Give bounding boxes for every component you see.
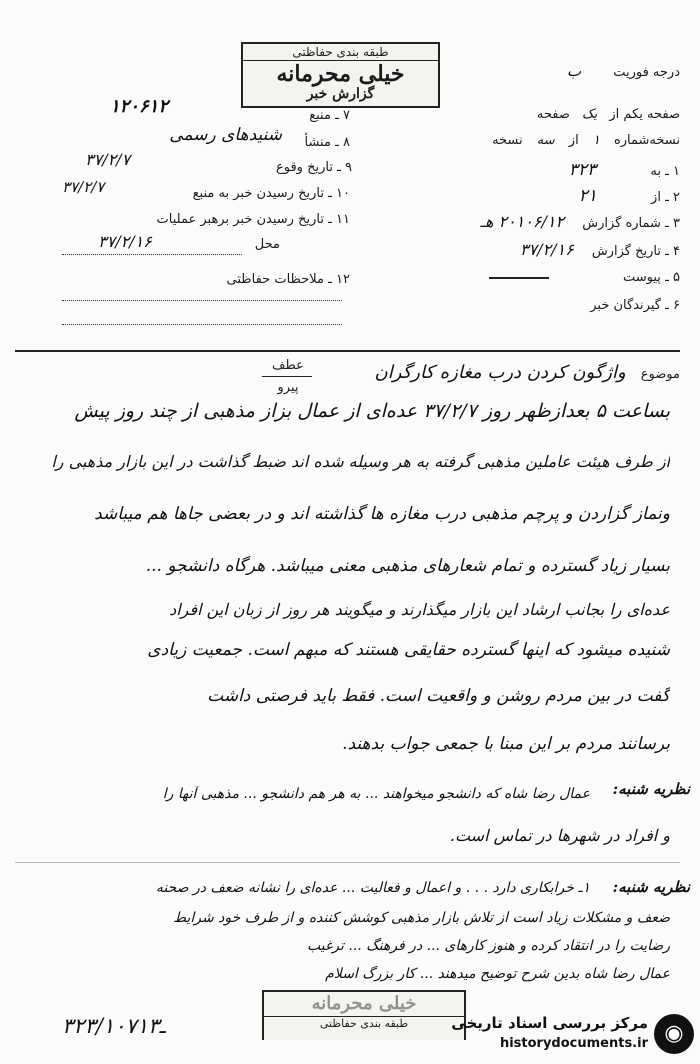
field-10-value: ۳۷/۲/۷	[62, 178, 105, 196]
report-type-title: گزارش خبر	[306, 86, 375, 102]
field-11-dotted-line	[62, 254, 242, 255]
note-2-line-1: ۱ـ خرابکاری دارد . . . و اعمال و فعالیت ... عده‌ای را نشانه ضعف در صحنه	[155, 880, 590, 896]
copy-number-value: ۱	[592, 133, 600, 148]
body-line-3: ونماز گزاردن و پرچم مذهبی درب مغازه ها گذاشته اند و در بعضی جاها هم میباشد	[94, 504, 670, 524]
field-1-value: ۳۲۳	[568, 160, 597, 180]
field-2-from: ۲ ـ از ۲۱	[578, 186, 680, 206]
field-3-report-number: ۳ ـ شماره گزارش ۲۰۱۰۶/۱۲ هـ	[480, 212, 680, 231]
field-11-operations-label: ۱۱ ـ تاریخ رسیدن خبر برهبر عملیات	[156, 212, 350, 227]
field-12-security-notes-label: ۱۲ ـ ملاحظات حفاظتی	[226, 272, 350, 287]
body-line-5: عده‌ای را بجانب ارشاد این بازار میگذارند و میگویند هر روز از زبان این افراد	[169, 600, 670, 619]
field-11-place-label: محل	[254, 237, 280, 252]
watermark	[428, 1010, 698, 1060]
note-1-continuation: و افراد در شهرها در تماس است.	[449, 826, 670, 845]
field-7-source-label: ۷ ـ منبع	[309, 108, 350, 123]
classification-label-bottom: طبقه بندی حفاظتی	[264, 1016, 464, 1030]
field-9-value: ۳۷/۲/۷	[85, 150, 131, 169]
priority-label: درجه فوریت	[613, 65, 680, 80]
body-line-4: بسیار زیاد گسترده و تمام شعارهای مذهبی معنی میباشد. هرگاه دانشجو ...	[145, 556, 670, 576]
classification-stamp-bottom-text: خیلی محرمانه	[311, 993, 417, 1014]
field-8-value: شنیدهای رسمی	[169, 125, 282, 145]
field-10-received-label: ۱۰ ـ تاریخ رسیدن خبر به منبع	[192, 186, 350, 201]
field-6-recipients: ۶ ـ گیرندگان خبر	[590, 298, 680, 313]
copy-number-field: نسخه‌شماره ۱ از سه نسخه	[492, 133, 680, 148]
attachment-line	[489, 277, 549, 279]
watermark-org-name: مرکز بررسی اسناد تاریخی	[451, 1014, 648, 1032]
note-2-line-4: عمال رضا شاه بدین شرح توضیح میدهند ... کار بزرگ اسلام	[325, 966, 670, 982]
note-2-line-2: ضعف و مشکلات زیاد است از تلاش بازار مذهبی کوشش کننده و از طرف خود شرایط	[173, 910, 670, 926]
note-2-line-3: رضایت را در انتقاد کرده و هنوز کارهای ... در فرهنگ ... ترغیب	[307, 938, 670, 954]
note-1-label: نظریه شنبه:	[612, 780, 690, 798]
field-9-event-date-label: ۹ ـ تاریخ وقوع	[275, 160, 352, 175]
body-line-2: از طرف هیئت عاملین مذهبی گرفته به هر وسیله شده اند ضبط گذاشت در این بازار مذهبی را	[51, 452, 670, 471]
subject-label: موضوع	[640, 367, 680, 382]
subject-value: واژگون کردن درب مغازه کارگران	[374, 362, 626, 383]
page-count-value: یک	[582, 107, 598, 122]
peyro-label: پیرو	[277, 380, 299, 395]
priority-value: ب	[566, 62, 582, 80]
note-1-text: عمال رضا شاه که دانشجو میخواهند ... به هر هم دانشجو ... مذهبی آنها را	[162, 786, 590, 802]
field-4-value: ۳۷/۲/۱۶	[519, 240, 574, 259]
header-divider	[15, 350, 680, 352]
field-4-report-date: ۴ ـ تاریخ گزارش ۳۷/۲/۱۶	[519, 240, 680, 259]
notes-divider	[15, 862, 680, 863]
field-3-value: ۲۰۱۰۶/۱۲ هـ	[480, 212, 565, 231]
field-7-value: ۱۲۰۶۱۲	[110, 96, 169, 117]
field-2-value: ۲۱	[578, 186, 597, 206]
page-count-field: صفحه یکم از یک صفحه	[536, 107, 680, 122]
reference-number: ۳۲۳/۱۰۷ـ۱۳	[62, 1014, 166, 1038]
notes-dotted-line-1	[62, 300, 342, 301]
field-1-to: ۱ ـ به ۳۲۳	[568, 160, 680, 180]
body-line-8: برسانند مردم بر این مبنا با جمعی جواب بدهند.	[342, 734, 670, 754]
classification-stamp-text: خیلی محرمانه	[276, 61, 405, 87]
watermark-url: historydocuments.ir	[499, 1036, 648, 1051]
notes-dotted-line-2	[62, 324, 342, 325]
atf-label: عطف	[272, 358, 304, 373]
copy-total-value: سه	[536, 133, 555, 148]
classification-label-top: طبقه بندی حفاظتی	[243, 44, 438, 61]
archive-logo-icon: ◉	[654, 1014, 694, 1054]
body-line-7: گفت در بین مردم روشن و واقعیت است. فقط باید فرصتی داشت	[207, 686, 670, 706]
body-line-1: بساعت ۵ بعدازظهر روز ۳۷/۲/۷ عده‌ای از عمال بزاز مذهبی از چند روز پیش	[74, 400, 670, 422]
priority-field	[567, 62, 680, 80]
field-11-value: ۳۷/۲/۱۶	[98, 232, 152, 251]
subject-field	[300, 362, 680, 383]
body-line-6: شنیده میشود که اینها گسترده حقایقی هستند که مبهم است. جمعیت زیادی	[147, 640, 670, 660]
field-5-attachment: ۵ ـ پیوست	[390, 270, 680, 285]
field-8-origin-label: ۸ ـ منشأ	[304, 135, 350, 150]
classification-stamp-top	[241, 42, 440, 108]
note-2-label: نظریه شنبه:	[612, 878, 690, 896]
